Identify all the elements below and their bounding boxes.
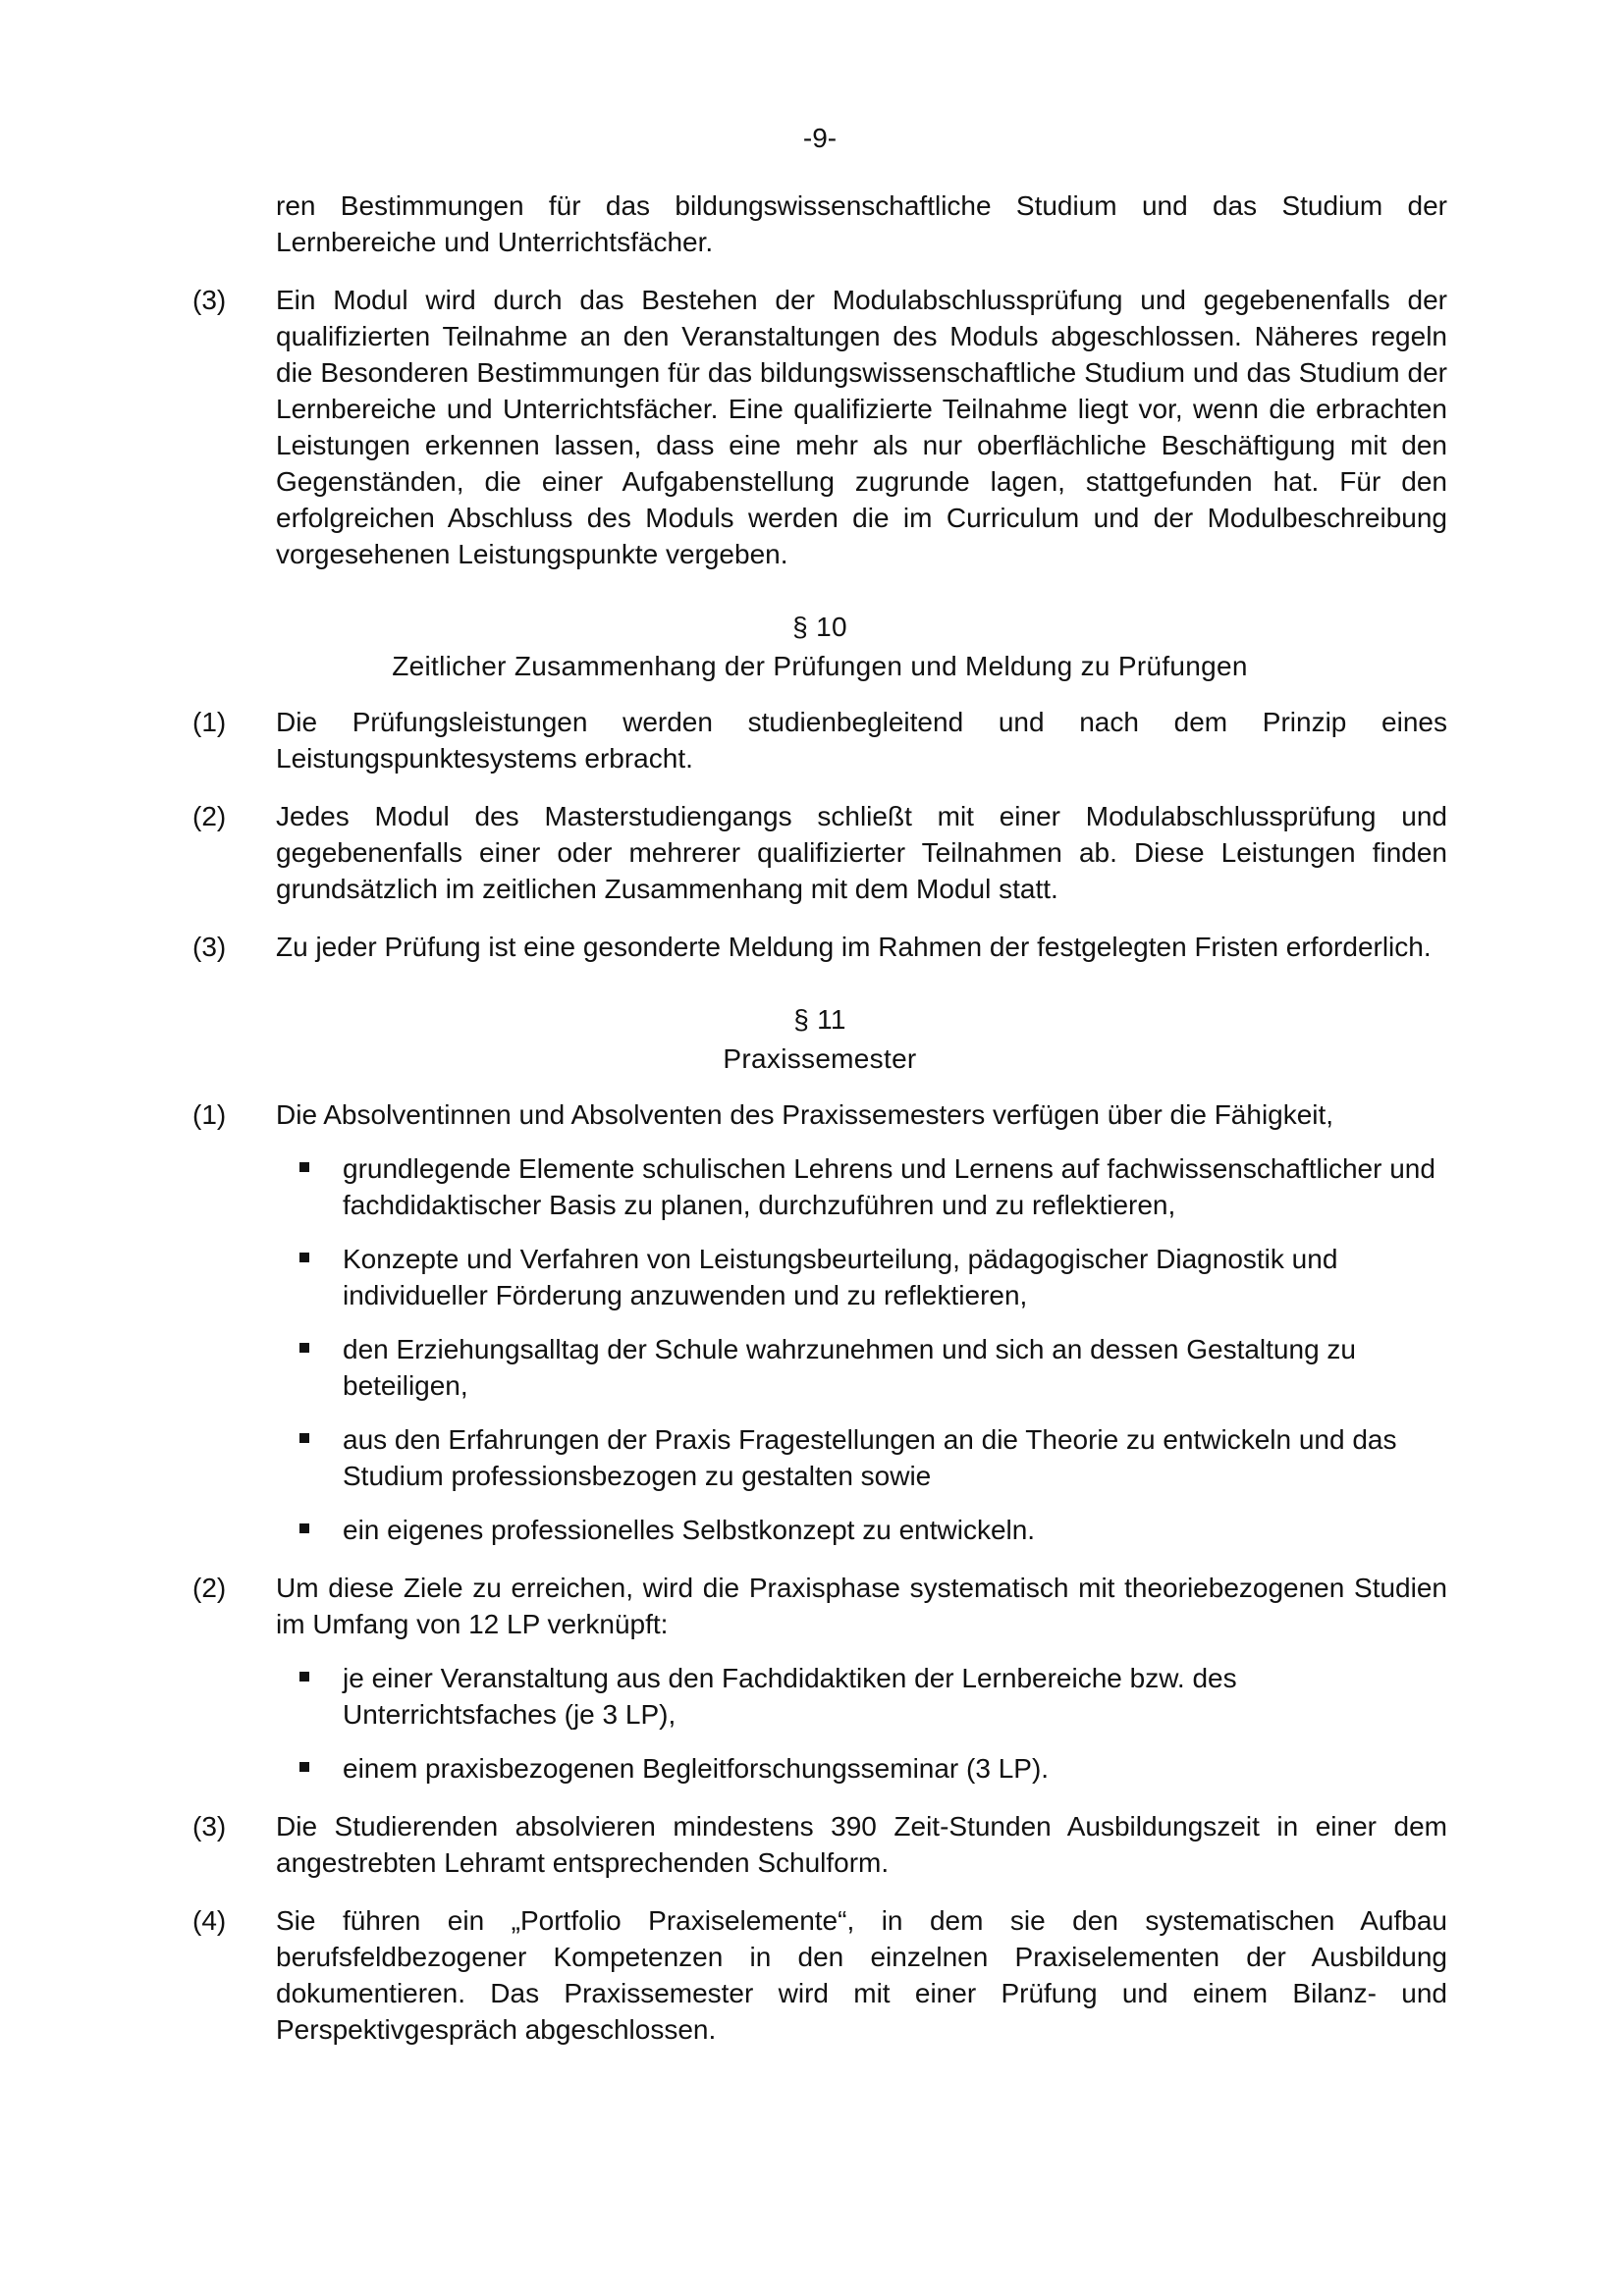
paragraph-text: ren Bestimmungen für das bildungswissenschaftliche Studium und das Studium der Lernbereiche und Unterrichtsfächer. <box>276 190 1447 257</box>
square-bullet-icon <box>299 1162 309 1172</box>
list-item-text: grundlegende Elemente schulischen Lehrens und Lernens auf fachwissenschaftlicher und fachdidaktischer Basis zu planen, durchzuführen und zu reflektieren, <box>343 1153 1435 1220</box>
list-item-text: aus den Erfahrungen der Praxis Fragestellungen an die Theorie zu entwickeln und das Studium professionsbezogen zu gestalten sowie <box>343 1424 1397 1491</box>
page-number: -9- <box>802 123 838 153</box>
paragraph-body <box>276 1570 1447 1787</box>
list-item <box>276 1660 1447 1733</box>
list-item-text: ein eigenes professionelles Selbstkonzept zu entwickeln. <box>343 1515 1036 1545</box>
section-number: § 10 <box>792 612 847 642</box>
paragraph-number: (3) <box>192 932 227 962</box>
square-bullet-icon <box>299 1762 309 1772</box>
paragraph-text: Die Studierenden absolvieren mindestens 390 Zeit-Stunden Ausbildungszeit in einer dem angestrebten Lehramt entsprechenden Schulform. <box>276 1811 1447 1878</box>
section-11-paragraph-3 <box>192 1808 1447 1881</box>
paragraph-number: (2) <box>192 1573 227 1603</box>
square-bullet-icon <box>299 1672 309 1682</box>
bullet-list <box>276 1150 1447 1548</box>
list-item <box>276 1150 1447 1223</box>
intro-continuation <box>276 187 1447 260</box>
paragraph-text: Zu jeder Prüfung ist eine gesonderte Meldung im Rahmen der festgelegten Fristen erforderlich. <box>276 932 1432 962</box>
paragraph-number: (3) <box>192 285 227 315</box>
section-11-paragraph-2 <box>192 1570 1447 1787</box>
section-number: § 11 <box>793 1004 846 1035</box>
section-11-paragraph-4 <box>192 1902 1447 2048</box>
paragraph-prev-3 <box>192 282 1447 572</box>
section-10-paragraph-3 <box>192 929 1447 965</box>
bullet-list <box>276 1660 1447 1787</box>
square-bullet-icon <box>299 1523 309 1533</box>
list-item <box>276 1750 1447 1787</box>
paragraph-number: (1) <box>192 1099 227 1130</box>
section-10-paragraph-1 <box>192 704 1447 776</box>
paragraph-text: Die Absolventinnen und Absolventen des Praxissemesters verfügen über die Fähigkeit, <box>276 1099 1334 1130</box>
list-item-text: je einer Veranstaltung aus den Fachdidaktiken der Lernbereiche bzw. des Unterrichtsfaches (je 3 LP), <box>343 1663 1237 1730</box>
section-title: Zeitlicher Zusammenhang der Prüfungen und Meldung zu Prüfungen <box>392 651 1248 681</box>
section-11-paragraph-1 <box>192 1096 1447 1548</box>
list-item <box>276 1241 1447 1313</box>
section-title: Praxissemester <box>723 1043 917 1074</box>
list-item-text: Konzepte und Verfahren von Leistungsbeurteilung, pädagogischer Diagnostik und individueller Förderung anzuwenden und zu reflektieren, <box>343 1244 1338 1310</box>
square-bullet-icon <box>299 1433 309 1443</box>
list-item-text: einem praxisbezogenen Begleitforschungsseminar (3 LP). <box>343 1753 1050 1784</box>
paragraph-text: Um diese Ziele zu erreichen, wird die Praxisphase systematisch mit theoriebezogenen Studien im Umfang von 12 LP verknüpft: <box>276 1573 1447 1639</box>
paragraph-text: Die Prüfungsleistungen werden studienbegleitend und nach dem Prinzip eines Leistungspunktesystems erbracht. <box>276 707 1447 774</box>
paragraph-number: (4) <box>192 1905 227 1936</box>
square-bullet-icon <box>299 1343 309 1353</box>
section-11-heading <box>192 1000 1447 1079</box>
paragraph-text: Jedes Modul des Masterstudiengangs schließt mit einer Modulabschlussprüfung und gegebenenfalls einer oder mehrerer qualifizierter Teilnahmen ab. Diese Leistungen finden grundsätzlich im zeitlichen Zusammenhang mit dem Modul statt. <box>276 801 1447 904</box>
paragraph-text: Sie führen ein „Portfolio Praxiselemente“, in dem sie den systematischen Aufbau berufsfeldbezogener Kompetenzen in den einzelnen Praxiselementen der Ausbildung dokumentieren. Das Praxissemester wird mit einer Prüfung und einem Bilanz- und Perspektivgespräch abgeschlossen. <box>276 1905 1447 2045</box>
square-bullet-icon <box>299 1253 309 1262</box>
paragraph-text: Ein Modul wird durch das Bestehen der Modulabschlussprüfung und gegebenenfalls der qualifizierten Teilnahme an den Veranstaltungen des Moduls abgeschlossen. Näheres regeln die Besonderen Bestimmungen für das bildungswissenschaftliche Studium und das Studium der Lernbereiche und Unterrichtsfächer. Eine qualifizierte Teilnahme liegt vor, wenn die erbrachten Leistungen erkennen lassen, dass eine mehr als nur oberflächliche Beschäftigung mit den Gegenständen, die einer Aufgabenstellung zugrunde lagen, stattgefunden hat. Für den erfolgreichen Abschluss des Moduls werden die im Curriculum und der Modulbeschreibung vorgesehenen Leistungspunkte vergeben. <box>276 285 1447 569</box>
paragraph-number: (1) <box>192 707 227 737</box>
section-10-heading <box>192 608 1447 686</box>
list-item-text: den Erziehungsalltag der Schule wahrzunehmen und sich an dessen Gestaltung zu beteiligen, <box>343 1334 1356 1401</box>
paragraph-number: (3) <box>192 1811 227 1842</box>
list-item <box>276 1331 1447 1404</box>
list-item <box>276 1512 1447 1548</box>
paragraph-number: (2) <box>192 801 227 831</box>
list-item <box>276 1421 1447 1494</box>
paragraph-body <box>276 1096 1447 1548</box>
section-10-paragraph-2 <box>192 798 1447 907</box>
